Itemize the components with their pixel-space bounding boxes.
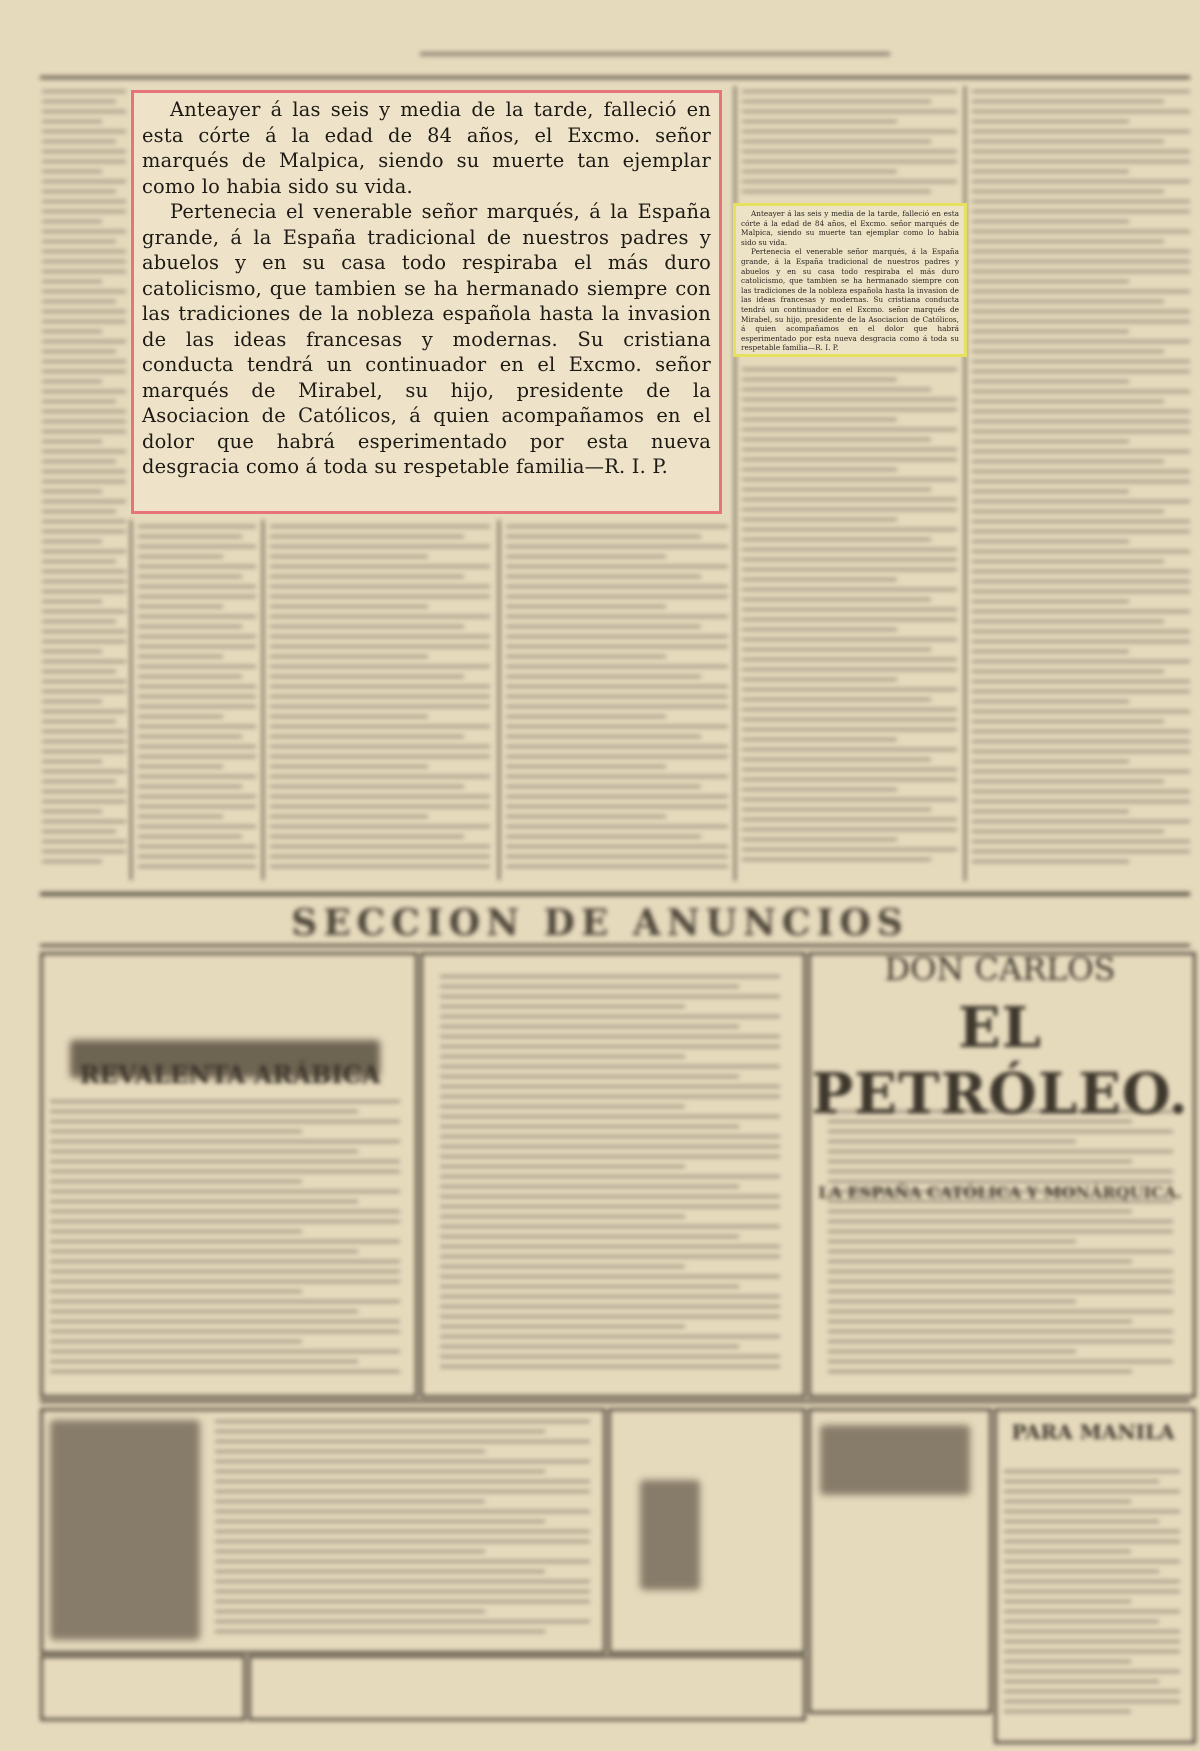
- obituary-paragraph-1: Anteayer á las seis y media de la tarde, falleció en esta córte á la edad de 84 años, el Excmo. señor marqués de Malpica, siendo su muerte tan ejemplar como lo habia sido su vida.: [142, 98, 711, 198]
- ad-para-manila: PARA MANILA: [1011, 1420, 1175, 1444]
- ads-rule: [40, 892, 1190, 896]
- zoomed-obituary-paragraph: [131, 90, 722, 514]
- column-4: [506, 525, 728, 880]
- original-obituary-paragraph: [733, 203, 967, 357]
- column-2: [138, 525, 256, 880]
- column-5-top: [742, 90, 957, 200]
- obituary-thumb-paragraph-2: Pertenecia el venerable señor marqués, á la España grande, á la España tradicional de nuestros padres y abuelos y en su casa todo respiraba el más duro catolicismo, que tambien se ha hermanado siempre con las tradiciones de la nobleza española hasta la invasion de las ideas francesas y modernas. Su cristiana conducta tendrá un continuador en el Excmo. señor marqués de Mirabel, su hijo, presidente de la Asociacion de Católicos, á quien acompañamos en el dolor que habrá esperimentado por esta nueva desgracia como á toda su respetable familia—R. I. P.: [741, 247, 959, 353]
- column-3: [270, 525, 490, 880]
- ad-petroleo-title: EL PETRÓLEO.: [811, 995, 1189, 1127]
- column-5-bottom: [742, 368, 957, 880]
- obituary-thumb-paragraph-1: Anteayer á las seis y media de la tarde, falleció en esta córte á la edad de 84 años, el Excmo. señor marqués de Malpica, siendo su muerte tan ejemplar como lo habia sido su vida.: [741, 209, 959, 247]
- top-rule: [40, 76, 1190, 79]
- ad-don-carlos: DON CARLOS: [884, 950, 1116, 988]
- ad-espana-catolica: LA ESPAÑA CATÓLICA Y MONÁRQUICA.: [818, 1183, 1182, 1202]
- left-column: [42, 90, 126, 880]
- ad-box-bottle: [608, 1408, 806, 1654]
- header-rule: [420, 52, 890, 56]
- ads-section-title: SECCION DE ANUNCIOS: [291, 902, 909, 944]
- column-6: [972, 90, 1190, 880]
- obituary-paragraph-2: Pertenecia el venerable señor marqués, á la España grande, á la España tradicional de nuestros padres y abuelos y en su casa todo respiraba el más duro catolicismo, que tambien se ha hermanado siempre con las tradiciones de la nobleza española hasta la invasion de las ideas francesas y modernas. Su cristiana conducta tendrá un continuador en el Excmo. señor marqués de Mirabel, su hijo, presidente de la Asociacion de Católicos, á quien acompañamos en el dolor que habrá esperimentado por esta nueva desgracia como á toda su respetable familia—R. I. P.: [142, 200, 711, 478]
- ad-revalenta-title: REVALENTA ARÁBICA: [79, 1060, 381, 1089]
